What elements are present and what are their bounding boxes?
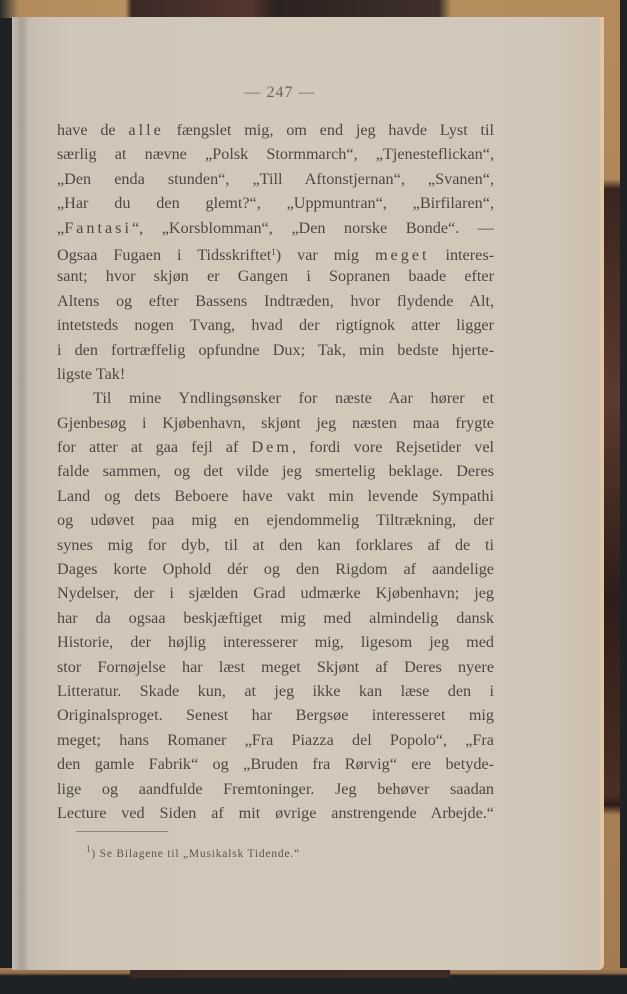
footnote-marker: 1 xyxy=(86,844,92,854)
emphasized-text: alle xyxy=(128,121,164,139)
text-run: Land og dets Beboere have vakt min levende Sympathi xyxy=(57,486,494,505)
background-edge xyxy=(620,0,627,994)
text-run: den gamle Fabrik“ og „Bruden fra Rørvig“ ere betyde- xyxy=(57,755,494,774)
text-run: meget; hans Romaner „Fra Piazza del Popolo“, „Fra xyxy=(57,730,494,749)
text-line xyxy=(57,557,494,581)
text-run: for atter at gaa fejl af xyxy=(57,438,252,457)
text-line xyxy=(57,289,494,313)
text-line xyxy=(57,752,494,776)
text-run: interes- xyxy=(429,245,495,264)
text-run: falde sammen, og det vilde jeg smertelig beklage. Deres xyxy=(57,462,494,481)
emphasized-text: Fantasi xyxy=(64,218,132,237)
text-run: , fordi vore Rejsetider vel xyxy=(291,438,495,457)
text-run: “, „Korsblomman“, „Den norske Bonde“. — xyxy=(131,218,494,237)
footnote-text: ) Se Bilagene til „Musikalsk Tidende.“ xyxy=(91,848,300,860)
text-run: Lecture ved Siden af mit øvrige anstrengende Arbejde.“ xyxy=(57,803,494,822)
text-line xyxy=(57,484,494,508)
text-run: Nydelser, der i sjælden Grad udmærke Kjøbenhavn; jeg xyxy=(57,584,494,603)
text-run: lige og aandfulde Fremtoninger. Jeg behøver saadan xyxy=(57,779,494,798)
text-run: „ xyxy=(57,218,65,237)
text-line xyxy=(57,581,494,605)
text-run: i den fortræffelig opfundne Dux; Tak, min bedste hjerte- xyxy=(57,340,494,359)
text-line xyxy=(57,240,494,264)
text-run: Til mine Yndlingsønsker for næste Aar hører et xyxy=(93,389,494,408)
text-run: ) var mig xyxy=(275,245,375,264)
text-run: og udøvet paa mig en ejendommelig Tiltrækning, der xyxy=(57,511,494,530)
text-line xyxy=(57,362,494,386)
emphasized-text: meget xyxy=(374,245,430,264)
page-gutter xyxy=(12,17,28,970)
text-line xyxy=(57,777,494,801)
text-line xyxy=(57,459,494,483)
text-run: intetsteds nogen Tvang, hvad der rigtignok atter ligger xyxy=(57,316,494,335)
text-run: Gjenbesøg i Kjøbenhavn, skjønt jeg næsten maa frygte xyxy=(57,413,494,432)
text-line xyxy=(57,313,494,337)
text-line xyxy=(57,679,494,703)
text-run: ligste Tak! xyxy=(57,364,126,383)
footnote xyxy=(86,844,300,860)
text-line xyxy=(57,411,494,435)
text-line xyxy=(57,386,494,410)
emphasized-text: Dem xyxy=(251,438,292,457)
cover-bottom-strip xyxy=(130,970,450,978)
text-line xyxy=(57,703,494,727)
text-run: stor Fornøjelse har læst meget Skjønt af Deres nyere xyxy=(57,657,494,676)
text-line xyxy=(57,606,494,630)
text-run: „Har du den glemt?“, „Uppmuntran“, „Birfilaren“, xyxy=(57,194,494,213)
text-line xyxy=(57,801,494,825)
text-line xyxy=(57,142,494,166)
text-run: Litteratur. Skade kun, at jeg ikke kan læse den i xyxy=(57,681,494,700)
text-run: Ogsaa Fugaen i Tidsskriftet xyxy=(57,245,272,264)
footnote-reference: 1 xyxy=(271,246,276,257)
text-line xyxy=(57,191,494,215)
text-line xyxy=(57,264,494,288)
text-run: Altens og efter Bassens Indtræden, hvor flydende Alt, xyxy=(57,291,494,310)
text-run: have de xyxy=(57,121,129,139)
text-line xyxy=(57,167,494,191)
text-run: har da ogsaa beskjæftiget mig med almindelig dansk xyxy=(57,608,494,627)
text-line xyxy=(57,655,494,679)
text-line xyxy=(57,533,494,557)
footnote-rule xyxy=(76,831,168,832)
text-run: Dages korte Ophold dér og den Rigdom af aandelige xyxy=(57,560,494,579)
text-run: synes mig for dyb, til at den kan forklares af de ti xyxy=(57,535,494,554)
page-number: — 247 — xyxy=(244,84,316,101)
text-run: Historie, der højlig interesserer mig, ligesom jeg med xyxy=(57,633,494,652)
body-text xyxy=(57,118,494,825)
text-line xyxy=(57,435,494,459)
text-run: særlig at nævne „Polsk Stormmarch“, „Tjenesteflickan“, xyxy=(57,145,494,164)
text-run: „Den enda stunden“, „Till Aftonstjernan“, „Svanen“, xyxy=(57,169,494,188)
text-line xyxy=(57,216,494,240)
text-run: fængslet mig, om end jeg havde Lyst til xyxy=(163,121,494,139)
text-line xyxy=(57,508,494,532)
text-line xyxy=(57,338,494,362)
text-line xyxy=(57,630,494,654)
book-cover-top xyxy=(0,0,627,18)
text-line xyxy=(57,728,494,752)
text-run: Originalsproget. Senest har Bergsøe interesseret mig xyxy=(57,706,494,725)
text-run: sant; hvor skjøn er Gangen i Sopranen baade efter xyxy=(57,267,494,286)
text-line xyxy=(57,118,494,142)
